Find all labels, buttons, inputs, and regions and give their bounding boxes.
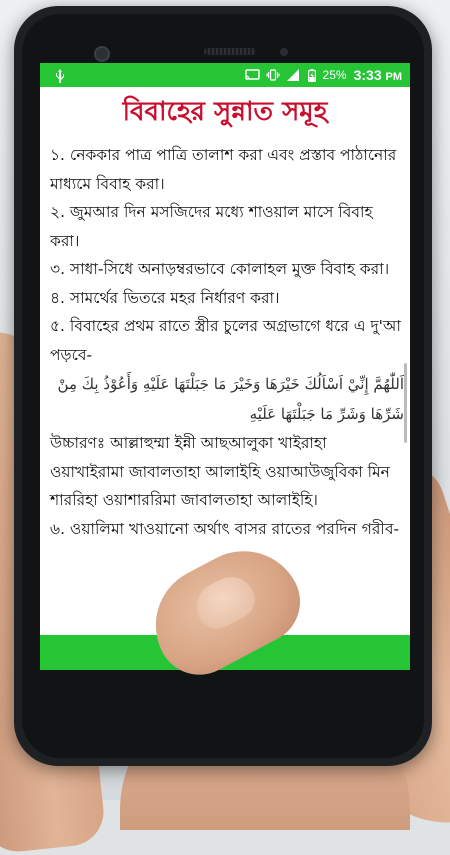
clock: 3:33 PM: [353, 67, 402, 83]
page-title: বিবাহের সুন্নাত সমূহ: [122, 97, 328, 127]
proximity-sensor: [280, 48, 288, 56]
list-item: ৪. সামর্থের ভিতরে মহর নির্ধারণ করা।: [50, 288, 280, 307]
vibrate-icon: [266, 69, 280, 81]
front-camera: [94, 46, 110, 62]
battery-percent: 25%: [322, 68, 347, 82]
earpiece-speaker: [204, 48, 256, 55]
list-item: ৩. সাধা-সিধে অনাড়ম্বরভাবে কোলাহল মুক্ত বিবাহ করা।: [50, 260, 390, 278]
list-item: ৫. বিবাহের প্রথম রাতে স্ত্রীর চুলের অগ্রভাগে ধরে এ দু'আ পড়বে-: [50, 317, 401, 364]
signal-icon: [287, 69, 301, 81]
pronunciation-text: উচ্চারণঃ আল্লাহুম্মা ইন্নী আছআলুকা খাইরাহা ওয়াখাইরামা জাবালতাহা আলাইহি ওয়াআউজুবিকা মিন শাররিহা ওয়াশাররিমা জাবালতাহা আলাইহি।: [50, 434, 390, 509]
cast-icon: [245, 69, 259, 81]
list-item: ৬. ওয়ালিমা খাওয়ানো অর্থাৎ বাসর রাতের পরদিন গরীব-: [50, 519, 400, 538]
battery-icon: [308, 69, 316, 81]
scrollbar[interactable]: [404, 363, 407, 443]
list-item: ২. জুমআর দিন মসজিদের মধ্যে শাওয়াল মাসে বিবাহ করা।: [50, 203, 373, 250]
usb-icon: [54, 69, 68, 81]
status-bar: [40, 63, 410, 87]
arabic-dua: اَللّٰهُمَّ إِنِّيْ اَسْاَلُكَ خَيْرَهَا وَخَيْرَ مَا جَبَلْتَهَا عَلَيْهِ وَأَعُوْذُ بِكَ مِنْ شَرِّهَا وَشَرِّ مَا جَبَلْتَهَا عَلَيْهِ: [57, 375, 404, 423]
content-body[interactable]: [50, 141, 404, 543]
list-item: ১. নেককার পাত্র পাত্রি তালাশ করা এবং প্রস্তাব পাঠানোর মাধ্যমে বিবাহ করা।: [50, 146, 397, 193]
